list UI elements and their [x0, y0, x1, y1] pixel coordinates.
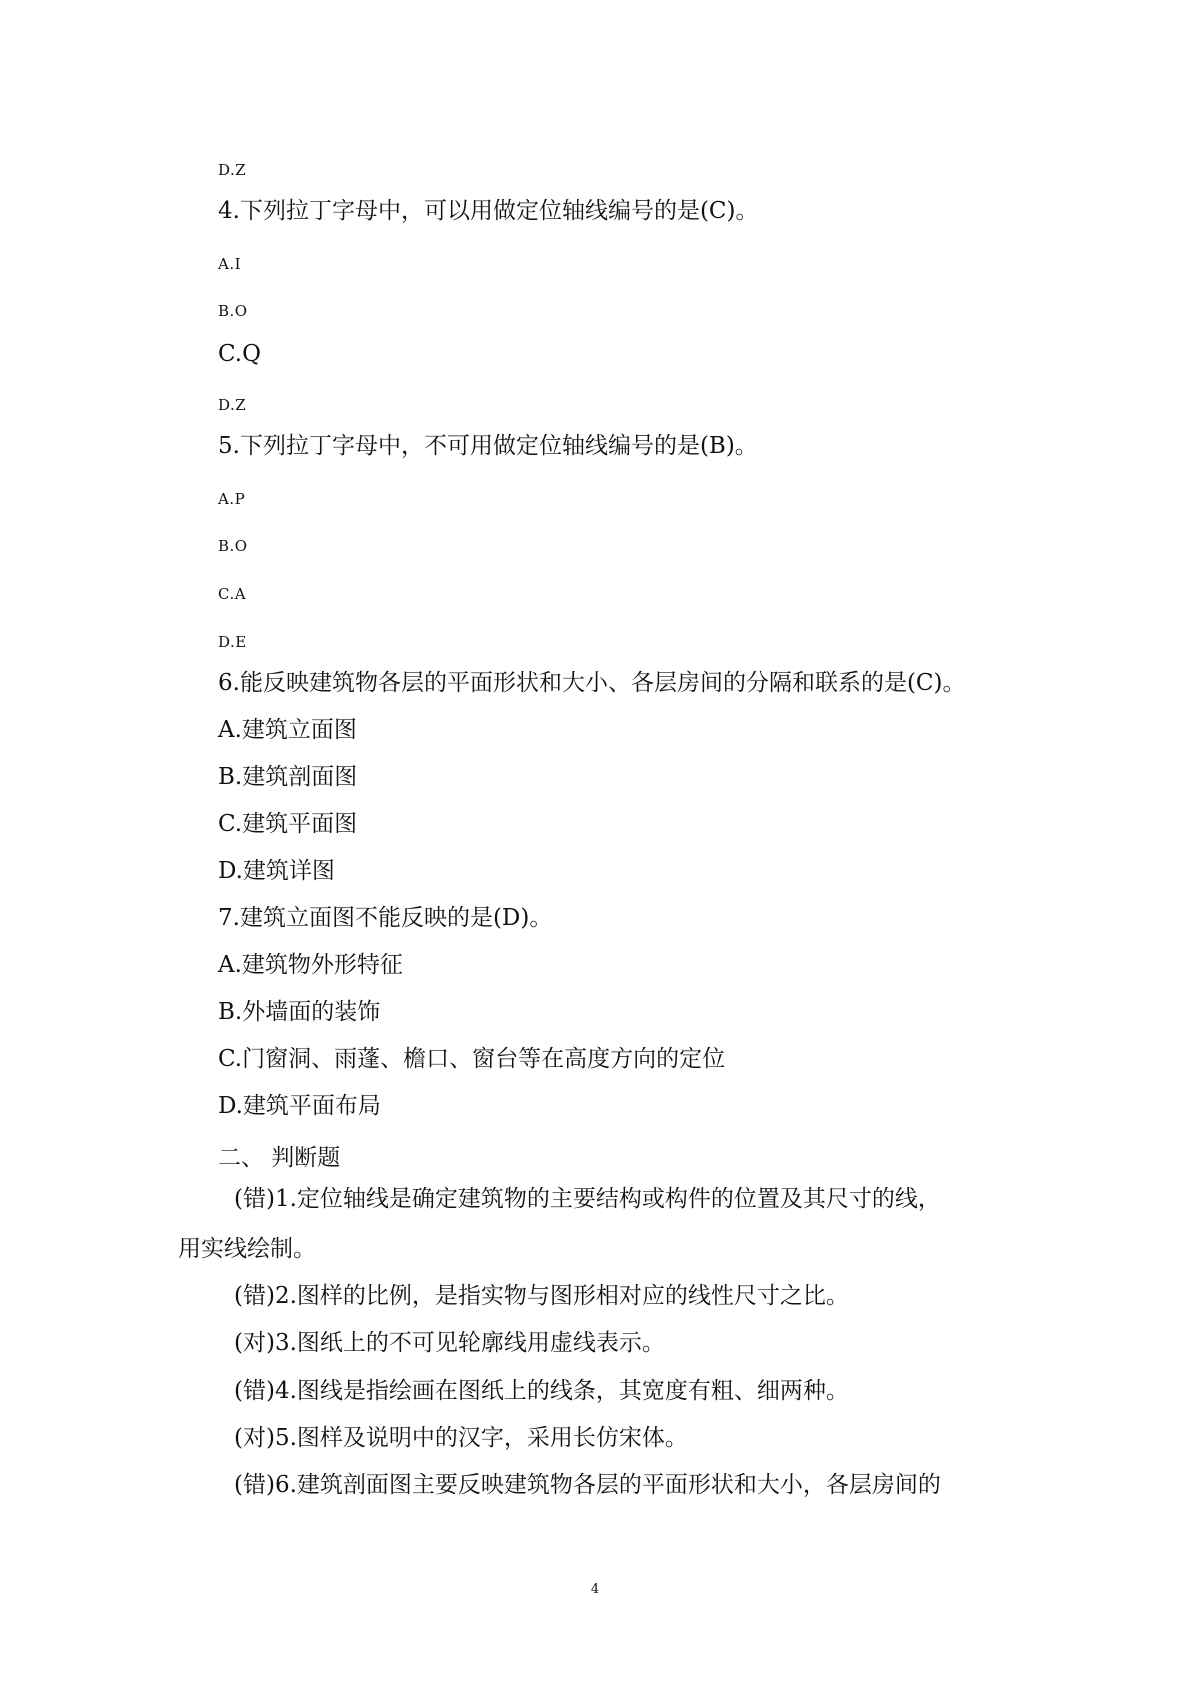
q6-option-c: C.建筑平面图: [218, 811, 358, 837]
judge-item-1-continued: 用实线绘制。: [178, 1236, 316, 1262]
q4-option-a: A.I: [218, 255, 242, 273]
q4-option-b: B.O: [218, 302, 248, 320]
q5-option-d: D.E: [218, 633, 247, 651]
page-number: 4: [590, 1582, 600, 1597]
q7-option-c: C.门窗洞、雨蓬、檐口、窗台等在高度方向的定位: [218, 1046, 726, 1072]
q6-option-a: A.建筑立面图: [218, 717, 357, 743]
q7-option-d: D.建筑平面布局: [218, 1093, 381, 1119]
judge-item-6: (错)6.建筑剖面图主要反映建筑物各层的平面形状和大小，各层房间的: [234, 1472, 941, 1498]
section-heading: 二、 判断题: [218, 1145, 341, 1171]
judge-item-1: (错)1.定位轴线是确定建筑物的主要结构或构件的位置及其尺寸的线，: [234, 1186, 941, 1212]
judge-item-2: (错)2.图样的比例，是指实物与图形相对应的线性尺寸之比。: [234, 1283, 849, 1309]
q3-option-d: D.Z: [218, 161, 247, 179]
q4-question: 4.下列拉丁字母中，可以用做定位轴线编号的是(C)。: [218, 198, 759, 224]
q6-option-b: B.建筑剖面图: [218, 764, 358, 790]
q4-option-d: D.Z: [218, 396, 247, 414]
q5-option-c: C.A: [218, 585, 247, 603]
q7-option-a: A.建筑物外形特征: [218, 952, 403, 978]
q4-option-c: C.Q: [218, 341, 261, 367]
q5-option-b: B.O: [218, 537, 248, 555]
q7-question: 7.建筑立面图不能反映的是(D)。: [218, 905, 553, 931]
q7-option-b: B.外墙面的装饰: [218, 999, 381, 1025]
q5-question: 5.下列拉丁字母中，不可用做定位轴线编号的是(B)。: [218, 433, 758, 459]
q6-question: 6.能反映建筑物各层的平面形状和大小、各层房间的分隔和联系的是(C)。: [218, 670, 966, 696]
q6-option-d: D.建筑详图: [218, 858, 335, 884]
judge-item-3: (对)3.图纸上的不可见轮廓线用虚线表示。: [234, 1330, 665, 1356]
judge-item-5: (对)5.图样及说明中的汉字，采用长仿宋体。: [234, 1425, 688, 1451]
q5-option-a: A.P: [218, 490, 246, 508]
judge-item-4: (错)4.图线是指绘画在图纸上的线条，其宽度有粗、细两种。: [234, 1378, 849, 1404]
